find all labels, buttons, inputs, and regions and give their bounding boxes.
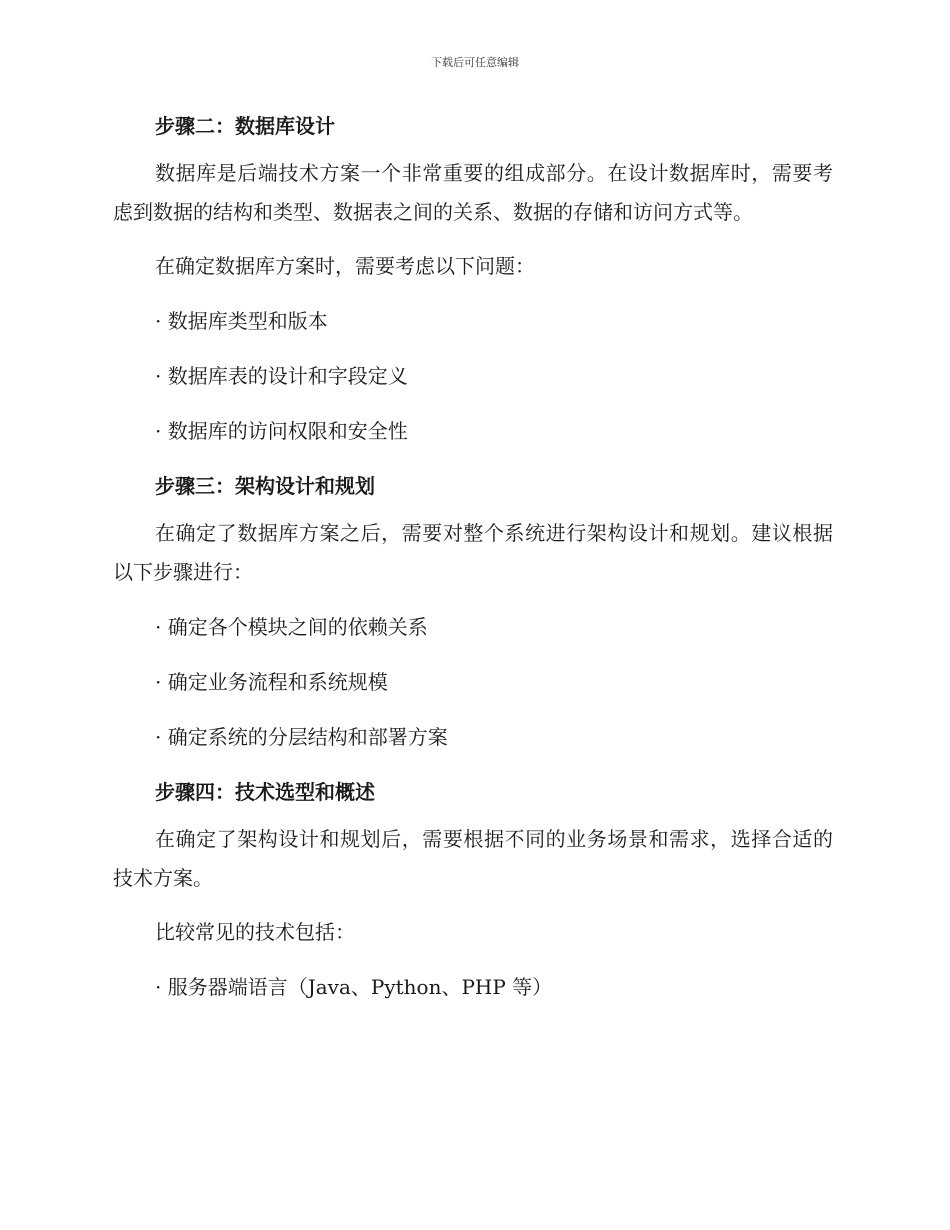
- list-item: · 数据库表的设计和字段定义: [155, 364, 408, 388]
- list-item: · 确定系统的分层结构和部署方案: [155, 725, 448, 749]
- section-heading-step-2: 步骤二：数据库设计: [155, 114, 335, 138]
- section-heading-step-4: 步骤四：技术选型和概述: [155, 780, 375, 804]
- page-header: 下载后可任意编辑: [431, 56, 519, 69]
- paragraph: 比较常见的技术包括：: [155, 920, 355, 944]
- paragraph: 在确定了架构设计和规划后，需要根据不同的业务场景和需求，选择合适的技术方案。: [113, 827, 833, 890]
- document-body: [113, 106, 833, 1022]
- list-item: · 确定各个模块之间的依赖关系: [155, 615, 428, 639]
- paragraph: 数据库是后端技术方案一个非常重要的组成部分。在设计数据库时，需要考虑到数据的结构和类型、数据表之间的关系、数据的存储和访问方式等。: [113, 161, 833, 224]
- section-heading-step-3: 步骤三：架构设计和规划: [155, 474, 375, 498]
- list-item: · 服务器端语言（Java、Python、PHP 等）: [155, 975, 553, 999]
- list-item: · 数据库的访问权限和安全性: [155, 419, 408, 443]
- paragraph: 在确定数据库方案时，需要考虑以下问题：: [155, 254, 535, 278]
- paragraph: 在确定了数据库方案之后，需要对整个系统进行架构设计和规划。建议根据以下步骤进行：: [113, 521, 833, 584]
- list-item: · 数据库类型和版本: [155, 309, 328, 333]
- list-item: · 确定业务流程和系统规模: [155, 670, 388, 694]
